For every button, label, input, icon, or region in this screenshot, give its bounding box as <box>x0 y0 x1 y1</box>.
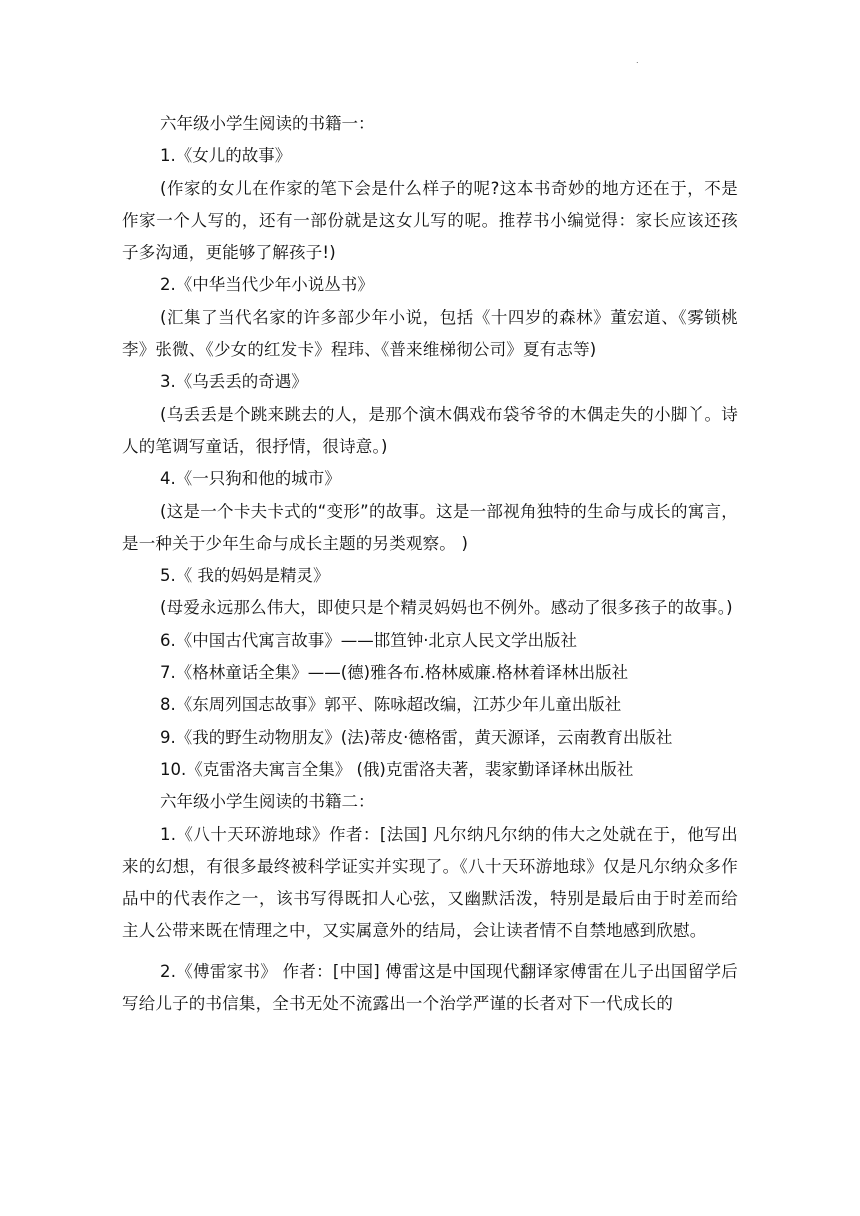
book-entry-7: 7.《格林童话全集》——(德)雅各布.格林威廉.格林着译林出版社 <box>160 663 629 683</box>
section-heading-2: 六年级小学生阅读的书籍二： <box>160 792 375 812</box>
book-title-3: 3.《乌丢丢的奇遇》 <box>160 372 308 392</box>
book-entry-paragraph-2: 2.《傅雷家书》 作者：[中国] 傅雷这是中国现代翻译家傅雷在儿子出国留学后写给儿子的书信集，全书无处不流露出一个治学严谨的长者对下一代成长的 <box>122 961 738 1014</box>
book-entry-6: 6.《中国古代寓言故事》——邯笪钟·北京人民文学出版社 <box>160 630 577 650</box>
book-description-3: (乌丢丢是个跳来跳去的人，是那个演木偶戏布袋爷爷的木偶走失的小脚丫。诗人的笔调写童话，很抒情，很诗意。) <box>122 404 738 456</box>
book-description-1: (作家的女儿在作家的笔下会是什么样子的呢?这本书奇妙的地方还在于，不是作家一个人写的，还有一部份就是这女儿写的呢。推荐书小编觉得：家长应该还孩子多沟通，更能够了解孩子!) <box>122 178 738 263</box>
book-entry-9: 9.《我的野生动物朋友》(法)蒂皮·德格雷，黄天源译，云南教育出版社 <box>160 727 673 747</box>
book-entry-10: 10.《克雷洛夫寓言全集》 (俄)克雷洛夫著，裴家勤译译林出版社 <box>160 759 634 779</box>
book-entry-paragraph-1: 1.《八十天环游地球》作者：[法国] 凡尔纳凡尔纳的伟大之处就在于，他写出来的幻想，有很多最终被科学证实并实现了。《八十天环游地球》仅是凡尔纳众多作品中的代表作之一，该书写得既扣人心弦，又幽默活泼，特别是最后由于时差而给主人公带来既在情理之中，又实属意外的结局，会让读者情不自禁地感到欣慰。 <box>122 824 738 941</box>
book-title-2: 2.《中华当代少年小说丛书》 <box>160 275 374 295</box>
book-description-2: (汇集了当代名家的许多部少年小说，包括《十四岁的森林》董宏道、《雾锁桃李》张微、《少女的红发卡》程玮、《普来维梯彻公司》夏有志等) <box>122 307 738 360</box>
book-title-5: 5.《 我的妈妈是精灵》 <box>160 566 330 586</box>
book-entry-8: 8.《东周列国志故事》郭平、陈咏超改编，江苏少年儿童出版社 <box>160 695 622 715</box>
book-description-4: (这是一个卡夫卡式的“变形”的故事。这是一部视角独特的生命与成长的寓言，是一种关于少年生命与成长主题的另类观察。 ) <box>122 501 738 553</box>
section-heading-1: 六年级小学生阅读的书籍一： <box>160 114 375 133</box>
book-title-1: 1.《女儿的故事》 <box>160 146 292 166</box>
document-body <box>122 108 738 1020</box>
book-title-4: 4.《一只狗和他的城市》 <box>160 469 341 489</box>
corner-mark: . <box>636 56 639 65</box>
book-description-5: (母爱永远那么伟大，即使只是个精灵妈妈也不例外。感动了很多孩子的故事。) <box>160 598 733 618</box>
